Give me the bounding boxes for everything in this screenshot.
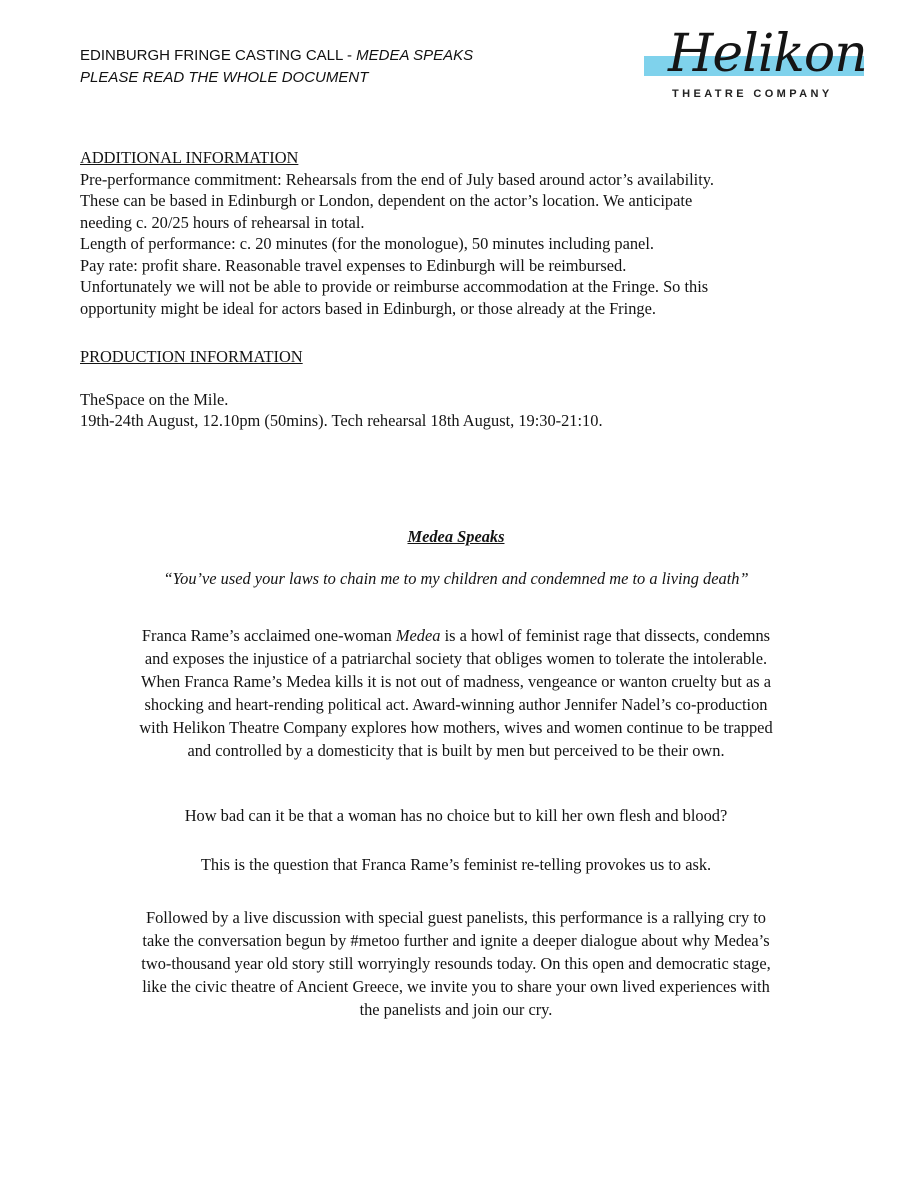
medea-italic: Medea bbox=[395, 626, 441, 645]
synopsis-paragraph-2 bbox=[60, 804, 852, 827]
paragraph-line: take the conversation begun by #metoo further and ignite a deeper dialogue about why Medea’s bbox=[142, 931, 770, 950]
logo-subtitle: THEATRE COMPANY bbox=[672, 88, 833, 100]
additional-line: Length of performance: c. 20 minutes (for the monologue), 50 minutes including panel. bbox=[80, 234, 654, 253]
synopsis-quote: “You’ve used your laws to chain me to my children and condemned me to a living death” bbox=[163, 569, 749, 588]
production-information-heading: PRODUCTION INFORMATION bbox=[80, 347, 303, 366]
synopsis-quote-block bbox=[60, 567, 852, 590]
synopsis-paragraph-3 bbox=[60, 853, 852, 876]
additional-line: Pre-performance commitment: Rehearsals from the end of July based around actor’s availability. bbox=[80, 169, 715, 189]
synopsis-title-block bbox=[60, 525, 852, 548]
additional-line: Unfortunately we will not be able to provide or reimburse accommodation at the Fringe. So this bbox=[80, 277, 709, 296]
paragraph-line: and exposes the injustice of a patriarchal society that obliges women to tolerate the intolerable. bbox=[144, 649, 768, 668]
paragraph-line: Followed by a live discussion with special guest panelists, this performance is a rallying cry to bbox=[146, 908, 766, 927]
synopsis-paragraph-1 bbox=[60, 624, 852, 762]
header-line-2: PLEASE READ THE WHOLE DOCUMENT bbox=[80, 69, 369, 86]
paragraph-line: shocking and heart-rending political act. Award-winning author Jennifer Nadel’s co-production bbox=[144, 695, 768, 714]
header-show-title: MEDEA SPEAKS bbox=[356, 47, 474, 64]
additional-line: needing c. 20/25 hours of rehearsal in total. bbox=[80, 212, 365, 232]
additional-line: These can be based in Edinburgh or London, dependent on the actor’s location. We anticipate bbox=[80, 191, 693, 210]
production-dates: 19th-24th August, 12.10pm (50mins). Tech rehearsal 18th August, 19:30-21:10. bbox=[80, 411, 603, 430]
paragraph-line: two-thousand year old story still worryingly resounds today. On this open and democratic stage, bbox=[141, 954, 771, 973]
helikon-logo bbox=[632, 20, 868, 110]
header-line-1: EDINBURGH FRINGE CASTING CALL - MEDEA SPEAKS bbox=[80, 47, 474, 64]
production-information-section bbox=[80, 346, 840, 432]
paragraph-line: When Franca Rame’s Medea kills it is not out of madness, vengeance or wanton cruelty but as a bbox=[141, 672, 771, 691]
paragraph-line: and controlled by a domesticity that is built by men but perceived to be their own. bbox=[187, 741, 725, 760]
synopsis-title: Medea Speaks bbox=[407, 527, 505, 546]
synopsis-paragraph-4 bbox=[60, 906, 852, 1021]
paragraph-line: Franca Rame’s acclaimed one-woman Medea is a howl of feminist rage that dissects, condemns bbox=[141, 626, 771, 645]
paragraph-line: with Helikon Theatre Company explores how mothers, wives and women continue to be trapped bbox=[139, 718, 773, 737]
additional-line: opportunity might be ideal for actors based in Edinburgh, or those already at the Fringe. bbox=[80, 298, 656, 318]
additional-line: Pay rate: profit share. Reasonable travel expenses to Edinburgh will be reimbursed. bbox=[80, 255, 627, 275]
document-header bbox=[80, 45, 473, 89]
additional-information-heading: ADDITIONAL INFORMATION bbox=[80, 148, 299, 167]
paragraph-line: like the civic theatre of Ancient Greece, we invite you to share your own lived experiences with bbox=[142, 977, 770, 996]
production-venue: TheSpace on the Mile. bbox=[80, 389, 229, 409]
additional-information-section bbox=[80, 147, 840, 319]
paragraph-line: the panelists and join our cry. bbox=[359, 1000, 553, 1019]
logo-script-text: Helikon bbox=[668, 24, 867, 84]
paragraph-line: How bad can it be that a woman has no choice but to kill her own flesh and blood? bbox=[184, 806, 728, 825]
paragraph-line: This is the question that Franca Rame’s feminist re-telling provokes us to ask. bbox=[200, 855, 712, 874]
